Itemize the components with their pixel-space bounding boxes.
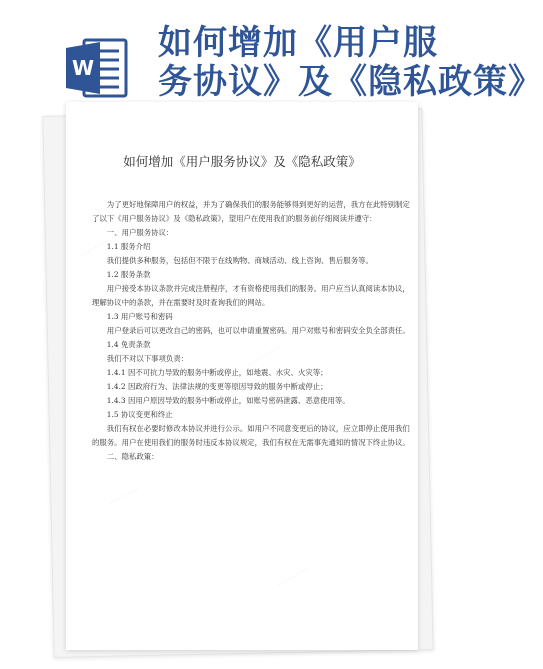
- banner-title-line1: 如何增加《用户服: [158, 23, 438, 63]
- clause-heading: 1.1 服务介绍: [106, 242, 151, 251]
- watermark-pattern: ·············: [245, 343, 284, 371]
- paragraph: 用户登录后可以更改自己的密码，也可以申请重置密码。用户对账号和密码安全负全部责任。: [106, 326, 410, 335]
- banner-title: [158, 23, 543, 102]
- list-item: 1.4.3 因用户原因导致的服务中断或停止，如账号密码泄露、恶意使用等。: [106, 396, 350, 405]
- document-page: [66, 102, 418, 650]
- clause-heading: 1.2 服务条款: [106, 270, 151, 279]
- svg-text:W: W: [71, 56, 95, 80]
- document-body: [92, 198, 410, 464]
- paragraph: 用户接受本协议条款并完成注册程序，才有资格使用我们的服务。用户应当认真阅读本协议，理解协议中的条款，并在需要时及时查询我们的网站。: [92, 284, 410, 307]
- list-item: 1.4.2 因政府行为、法律法规的变更等原因导致的服务中断或停止；: [106, 382, 328, 391]
- list-item: 1.4.1 因不可抗力导致的服务中断或停止，如地震、水灾、火灾等；: [106, 368, 328, 377]
- paragraph-intro: 为了更好地保障用户的权益，并为了确保我们的服务能够得到更好的运营，我方在此特别制定了以下《用户服务协议》及《隐私政策》，望用户在使用我们的服务前仔细阅读并遵守：: [92, 200, 410, 223]
- section-heading-user-agreement: 一、用户服务协议：: [106, 228, 174, 237]
- banner-title-line2: 务协议》及《隐私政策》: [158, 62, 543, 102]
- watermark-pattern: ·············: [105, 483, 144, 511]
- paragraph: 我们有权在必要时修改本协议并进行公示。如用户不同意变更后的协议，应立即停止使用我们的服务。用户在使用我们的服务时违反本协议规定，我们有权在无需事先通知的情况下终止协议。: [92, 424, 410, 447]
- clause-heading: 1.5 协议变更和终止: [106, 410, 173, 419]
- paragraph: 我们提供多种服务，包括但不限于在线购物、商城活动、线上咨询、售后服务等。: [106, 256, 373, 265]
- section-heading-privacy-policy: 二、隐私政策：: [106, 452, 159, 461]
- paragraph: 我们不对以下事项负责：: [106, 354, 189, 363]
- clause-heading: 1.3 用户账号和密码: [106, 312, 173, 321]
- clause-heading: 1.4 免责条款: [106, 340, 151, 349]
- document-title: 如何增加《用户服务协议》及《隐私政策》: [123, 154, 361, 169]
- watermark-pattern: ·············: [79, 233, 118, 261]
- word-document-icon: [62, 34, 130, 102]
- watermark-pattern: ·············: [275, 563, 314, 591]
